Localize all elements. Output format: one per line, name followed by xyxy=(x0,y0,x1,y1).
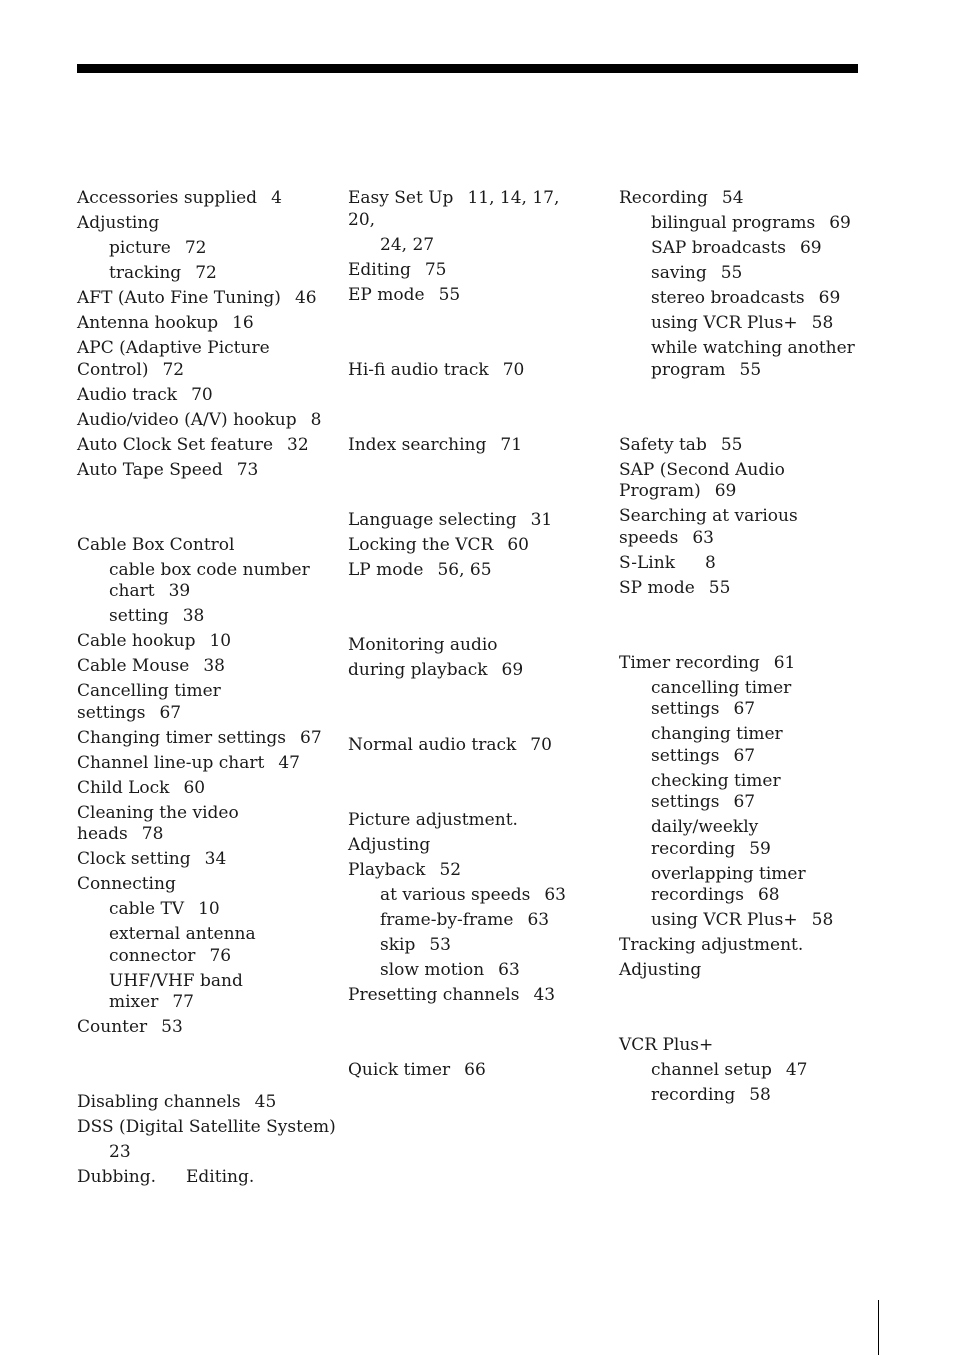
index-subentry xyxy=(619,910,864,932)
entry-page-ref: 8 xyxy=(705,552,716,573)
entry-term: Adjusting xyxy=(619,960,702,980)
entry-term: 23 xyxy=(109,1142,131,1162)
entry-page-ref: 52 xyxy=(439,859,462,880)
entry-page-ref: 69 xyxy=(501,659,524,680)
entry-page-ref: 76 xyxy=(209,945,232,966)
entry-term: using VCR Plus+ xyxy=(651,910,798,930)
index-entry xyxy=(348,835,588,857)
letter-gap xyxy=(348,760,588,810)
index-subentry xyxy=(619,1060,864,1082)
index-entry xyxy=(77,288,327,310)
index-column-3 xyxy=(619,188,864,1110)
entry-term: saving xyxy=(651,263,707,283)
entry-page-ref: 39 xyxy=(168,581,191,601)
entry-term: EP mode xyxy=(348,284,425,305)
entry-term: 24, 27 xyxy=(380,234,435,255)
entry-term: Searching at various speeds xyxy=(619,506,798,548)
index-entry xyxy=(77,460,327,482)
entry-page-ref: 68 xyxy=(757,885,780,905)
entry-term: setting xyxy=(109,606,169,626)
entry-page-ref: 38 xyxy=(182,606,205,626)
entry-term: Audio track xyxy=(77,384,178,405)
entry-term: Index searching xyxy=(348,434,487,455)
letter-gap xyxy=(619,985,864,1035)
index-subentry xyxy=(77,971,327,1014)
index-subentry xyxy=(77,606,327,628)
index-entry xyxy=(77,656,327,678)
entry-page-ref: 16 xyxy=(232,313,254,333)
entry-term: SP mode xyxy=(619,577,695,598)
entry-term: Picture adjustment. xyxy=(348,809,518,830)
entry-term: Cable Mouse xyxy=(77,656,190,676)
index-subentry xyxy=(619,263,864,285)
entry-term: cable TV xyxy=(109,899,185,919)
index-entry xyxy=(77,728,327,750)
entry-page-ref: 59 xyxy=(749,838,771,859)
entry-term: Adjusting xyxy=(348,834,431,855)
entry-term: Hi-fi audio track xyxy=(348,359,489,380)
index-subentry xyxy=(619,817,864,860)
entry-term: cancelling timer settings xyxy=(651,677,792,719)
entry-term: channel setup xyxy=(651,1060,772,1080)
entry-term: LP mode xyxy=(348,559,424,580)
entry-page-ref: 54 xyxy=(721,188,744,208)
entry-term: Tracking adjustment. xyxy=(619,935,804,955)
index-entry xyxy=(619,653,864,675)
entry-term: changing timer settings xyxy=(651,724,783,766)
entry-term: daily/weekly recording xyxy=(651,817,759,859)
entry-page-ref: 58 xyxy=(811,313,834,333)
entry-page-ref: 43 xyxy=(533,984,556,1005)
entry-term: Audio/video (A/V) hookup xyxy=(77,409,297,430)
entry-page-ref: 53 xyxy=(429,934,451,955)
entry-term: external antenna connector xyxy=(109,924,256,966)
entry-page-ref: 60 xyxy=(507,534,529,555)
entry-term: cable box code number chart xyxy=(109,559,310,601)
entry-term: picture xyxy=(109,238,171,258)
entry-term: SAP (Second Audio Program) xyxy=(619,459,785,501)
index-subentry xyxy=(77,924,327,967)
entry-term: AFT (Auto Fine Tuning) xyxy=(77,288,281,308)
entry-term: S-Link xyxy=(619,552,675,573)
index-entry xyxy=(77,1092,327,1114)
entry-page-ref: 69 xyxy=(714,481,737,501)
entry-page-ref: 47 xyxy=(278,752,300,773)
index-entry xyxy=(348,535,588,557)
entry-term: Dubbing. xyxy=(77,1167,157,1187)
entry-term: APC (Adaptive Picture Control) xyxy=(77,338,270,380)
entry-term: at various speeds xyxy=(380,884,531,905)
index-entry xyxy=(77,1017,327,1039)
entry-page-ref: 63 xyxy=(544,884,566,905)
entry-page-ref: 67 xyxy=(733,699,756,719)
entry-term: tracking xyxy=(109,263,182,283)
entry-term: Clock setting xyxy=(77,849,191,869)
entry-term: overlapping timer recordings xyxy=(651,863,806,905)
entry-term: Timer recording xyxy=(619,652,760,673)
entry-page-ref: 38 xyxy=(203,656,225,676)
index-subentry xyxy=(619,288,864,310)
entry-page-ref: 10 xyxy=(209,631,232,651)
entry-term: Safety tab xyxy=(619,434,707,455)
entry-page-ref: 63 xyxy=(692,527,714,548)
entry-page-ref: 73 xyxy=(236,459,259,480)
entry-page-ref: 34 xyxy=(204,849,227,869)
index-subentry xyxy=(77,899,327,921)
index-subentry xyxy=(619,313,864,335)
index-entry xyxy=(348,435,588,457)
index-entry xyxy=(77,410,327,432)
index-entry xyxy=(619,1035,864,1057)
entry-page-ref: 55 xyxy=(438,284,461,305)
entry-term: UHF/VHF band mixer xyxy=(109,970,243,1012)
entry-term: Editing xyxy=(348,259,411,280)
index-entry xyxy=(77,874,327,896)
entry-page-ref: 75 xyxy=(424,259,447,280)
index-entry xyxy=(77,385,327,407)
index-entry xyxy=(348,985,588,1007)
entry-term: Antenna hookup xyxy=(77,313,219,333)
index-entry xyxy=(348,810,588,832)
letter-gap xyxy=(348,1010,588,1060)
entry-term: Auto Clock Set feature xyxy=(77,434,273,455)
index-subentry xyxy=(619,771,864,814)
entry-page-ref: 69 xyxy=(829,213,851,233)
index-entry xyxy=(619,435,864,457)
index-entry xyxy=(348,235,588,257)
entry-page-ref: 72 xyxy=(162,359,185,380)
entry-page-ref: 45 xyxy=(254,1092,277,1112)
entry-page-ref: 60 xyxy=(183,777,206,798)
entry-term: Quick timer xyxy=(348,1059,451,1080)
entry-page-ref: 58 xyxy=(749,1085,771,1105)
entry-term: Language selecting xyxy=(348,509,517,530)
index-subentry xyxy=(348,935,588,957)
entry-page-ref: 63 xyxy=(498,959,520,980)
index-entry xyxy=(77,535,327,557)
entry-page-ref: 56, 65 xyxy=(437,559,492,580)
entry-term: Accessories supplied xyxy=(77,188,258,208)
entry-page-ref: 70 xyxy=(530,734,552,755)
index-entry xyxy=(348,635,588,657)
entry-term: frame-by-frame xyxy=(380,909,514,930)
letter-gap xyxy=(77,485,327,535)
index-subentry xyxy=(348,910,588,932)
entry-page-ref: 63 xyxy=(527,909,550,930)
letter-gap xyxy=(619,385,864,435)
index-entry xyxy=(77,803,327,846)
letter-gap xyxy=(348,685,588,735)
entry-term: Presetting channels xyxy=(348,984,520,1005)
entry-term: checking timer settings xyxy=(651,770,781,812)
index-entry xyxy=(77,681,327,724)
index-entry xyxy=(348,510,588,532)
index-subentry xyxy=(77,238,327,260)
entry-term: Cable Box Control xyxy=(77,534,235,555)
index-entry xyxy=(348,360,588,382)
index-column-2 xyxy=(348,188,588,1085)
entry-term: Disabling channels xyxy=(77,1092,241,1112)
index-subentry xyxy=(619,864,864,907)
entry-page-ref: Editing. xyxy=(186,1167,255,1187)
index-entry xyxy=(77,1117,336,1139)
entry-term: Counter xyxy=(77,1017,148,1037)
index-entry xyxy=(348,860,588,882)
entry-page-ref: 67 xyxy=(159,702,182,723)
entry-term: Auto Tape Speed xyxy=(77,459,223,480)
top-rule xyxy=(77,64,858,73)
entry-page-ref: 67 xyxy=(733,745,756,766)
entry-term: Changing timer settings xyxy=(77,727,287,748)
index-subentry xyxy=(77,560,327,603)
entry-term: Channel line-up chart xyxy=(77,752,265,773)
entry-term: using VCR Plus+ xyxy=(651,313,798,333)
index-entry xyxy=(619,506,864,549)
entry-term: Locking the VCR xyxy=(348,534,494,555)
entry-page-ref: 70 xyxy=(502,359,525,380)
entry-page-ref: 4 xyxy=(271,188,282,208)
entry-page-ref: 67 xyxy=(300,727,322,748)
entry-page-ref: 66 xyxy=(464,1059,486,1080)
entry-page-ref: 55 xyxy=(708,577,731,598)
index-entry xyxy=(619,960,864,982)
index-entry xyxy=(348,560,588,582)
entry-term: Cleaning the video heads xyxy=(77,802,239,844)
entry-page-ref: 61 xyxy=(773,652,796,673)
letter-gap xyxy=(619,603,864,653)
index-entry xyxy=(77,188,327,210)
entry-page-ref: 8 xyxy=(310,409,322,430)
index-entry xyxy=(619,935,864,957)
entry-term: Recording xyxy=(619,188,708,208)
entry-page-ref: 77 xyxy=(172,992,194,1012)
index-entry xyxy=(77,631,327,653)
entry-term: Connecting xyxy=(77,874,176,894)
letter-gap xyxy=(77,1042,327,1092)
side-rule xyxy=(878,1300,879,1355)
entry-page-ref: 72 xyxy=(195,263,217,283)
entry-term: Playback xyxy=(348,859,426,880)
entry-page-ref: 31 xyxy=(530,509,553,530)
entry-term: recording xyxy=(651,1085,736,1105)
index-subentry xyxy=(619,1085,864,1107)
index-entry xyxy=(348,285,588,307)
entry-term: Monitoring audio xyxy=(348,634,498,655)
entry-page-ref: 71 xyxy=(500,434,523,455)
index-subentry xyxy=(619,213,864,235)
index-entry xyxy=(77,753,327,775)
entry-page-ref: 47 xyxy=(785,1060,808,1080)
entry-page-ref: 46 xyxy=(294,288,317,308)
entry-term: DSS (Digital Satellite System) xyxy=(77,1117,336,1137)
index-entry xyxy=(619,188,864,210)
index-entry xyxy=(348,660,588,682)
entry-term: stereo broadcasts xyxy=(651,288,805,308)
index-subentry xyxy=(619,678,864,721)
letter-gap xyxy=(348,460,588,510)
letter-gap xyxy=(348,310,588,360)
index-entry xyxy=(77,213,327,235)
entry-page-ref: 55 xyxy=(739,359,762,380)
letter-gap xyxy=(348,585,588,635)
letter-gap xyxy=(348,385,588,435)
index-entry xyxy=(77,849,327,871)
entry-term: slow motion xyxy=(380,959,485,980)
entry-term: Easy Set Up xyxy=(348,188,454,208)
index-entry xyxy=(348,260,588,282)
index-entry xyxy=(77,338,327,381)
index-entry xyxy=(77,1142,327,1164)
index-entry xyxy=(348,735,588,757)
entry-page-ref: 72 xyxy=(184,238,207,258)
entry-page-ref: 53 xyxy=(161,1017,183,1037)
index-subentry xyxy=(77,263,327,285)
entry-page-ref: 10 xyxy=(198,899,220,919)
entry-term: Normal audio track xyxy=(348,734,517,755)
entry-term: Cable hookup xyxy=(77,631,196,651)
entry-term: skip xyxy=(380,934,416,955)
index-subentry xyxy=(348,885,588,907)
index-entry xyxy=(77,313,327,335)
entry-page-ref: 55 xyxy=(720,434,743,455)
index-subentry xyxy=(348,960,588,982)
index-entry xyxy=(619,460,864,503)
entry-page-ref: 32 xyxy=(287,434,309,455)
entry-term: during playback xyxy=(348,659,488,680)
index-column-1 xyxy=(77,188,336,1192)
index-subentry xyxy=(619,238,864,260)
index-subentry xyxy=(619,724,864,767)
entry-term: SAP broadcasts xyxy=(651,238,786,258)
index-entry xyxy=(77,1167,327,1189)
entry-page-ref: 70 xyxy=(191,384,213,405)
entry-term: Child Lock xyxy=(77,777,170,798)
entry-page-ref: 67 xyxy=(733,792,756,812)
index-entry xyxy=(348,1060,588,1082)
entry-page-ref: 11, 14, 17, 20, xyxy=(348,188,560,230)
index-entry xyxy=(77,778,327,800)
index-entry xyxy=(348,188,588,231)
entry-page-ref: 58 xyxy=(811,910,834,930)
entry-term: bilingual programs xyxy=(651,213,816,233)
index-entry xyxy=(619,553,864,575)
index-subentry xyxy=(619,338,864,381)
entry-page-ref: 69 xyxy=(799,238,822,258)
entry-term: Adjusting xyxy=(77,213,160,233)
index-entry xyxy=(77,435,327,457)
entry-term: while watching another program xyxy=(651,338,855,380)
entry-term: Cancelling timer settings xyxy=(77,681,221,723)
index-entry xyxy=(619,578,864,600)
entry-term: VCR Plus+ xyxy=(619,1035,714,1055)
entry-page-ref: 78 xyxy=(141,824,164,844)
entry-page-ref: 69 xyxy=(818,288,841,308)
entry-page-ref: 55 xyxy=(720,263,743,283)
